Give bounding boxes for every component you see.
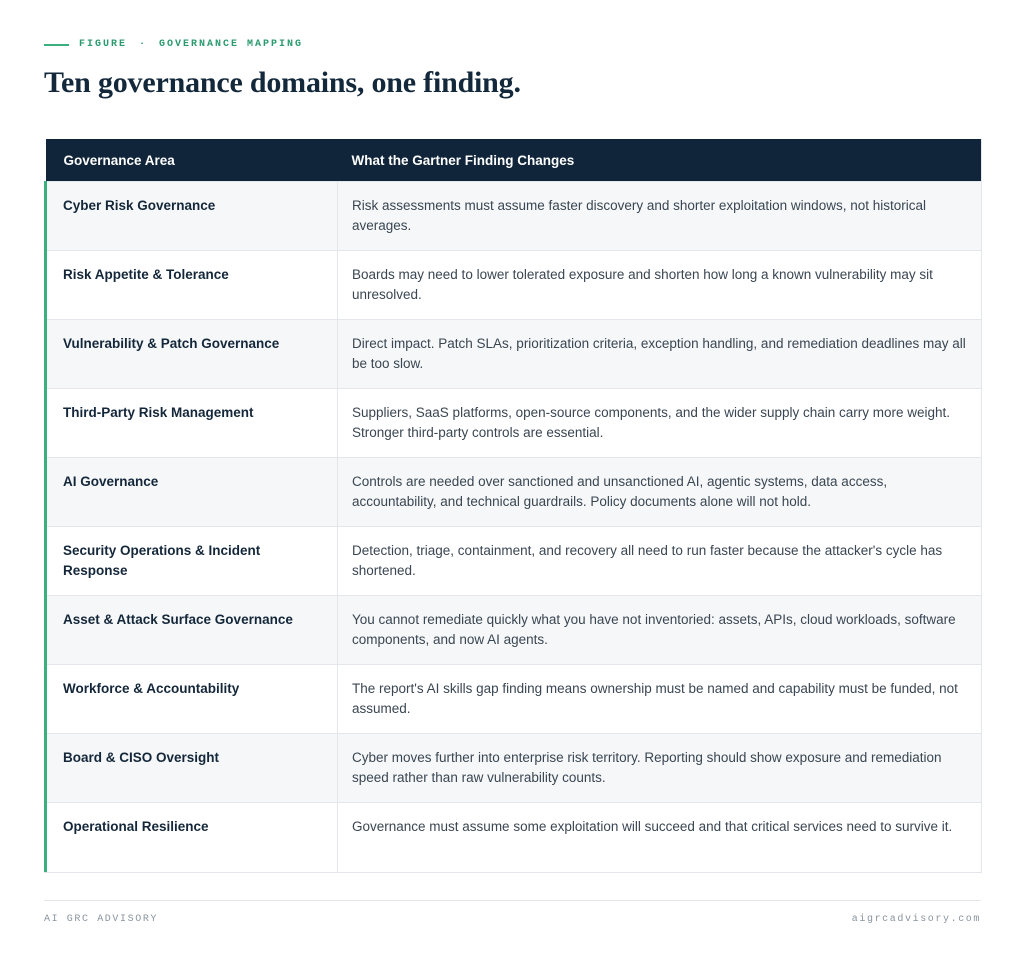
footer-website: aigrcadvisory.com xyxy=(851,914,981,925)
eyebrow-rule xyxy=(44,44,69,46)
eyebrow-topic: GOVERNANCE MAPPING xyxy=(159,39,304,50)
governance-area-cell: Asset & Attack Surface Governance xyxy=(46,596,338,665)
table-row xyxy=(46,803,982,872)
finding-change-cell: The report's AI skills gap finding means ownership must be named and capability must be funded, not assumed. xyxy=(338,665,982,734)
finding-change-cell: Controls are needed over sanctioned and unsanctioned AI, agentic systems, data access, accountability, and technical guardrails. Policy documents alone will not hold. xyxy=(338,458,982,527)
finding-change-cell: Suppliers, SaaS platforms, open-source components, and the wider supply chain carry more weight. Stronger third-party controls are essential. xyxy=(338,389,982,458)
governance-area-cell: Workforce & Accountability xyxy=(46,665,338,734)
governance-area-cell: Risk Appetite & Tolerance xyxy=(46,251,338,320)
table-row xyxy=(46,458,982,527)
table-header-row xyxy=(46,139,982,182)
governance-area-cell: Board & CISO Oversight xyxy=(46,734,338,803)
finding-change-cell: Direct impact. Patch SLAs, prioritization criteria, exception handling, and remediation deadlines may all be too slow. xyxy=(338,320,982,389)
table-row xyxy=(46,320,982,389)
governance-area-cell: Cyber Risk Governance xyxy=(46,182,338,251)
finding-change-cell: You cannot remediate quickly what you have not inventoried: assets, APIs, cloud workloads, software components, and now AI agents. xyxy=(338,596,982,665)
table-row xyxy=(46,389,982,458)
finding-change-cell: Boards may need to lower tolerated exposure and shorten how long a known vulnerability may sit unresolved. xyxy=(338,251,982,320)
governance-area-cell: Operational Resilience xyxy=(46,803,338,872)
header-governance-area: Governance Area xyxy=(63,152,175,168)
finding-change-cell: Cyber moves further into enterprise risk territory. Reporting should show exposure and remediation speed rather than raw vulnerability counts. xyxy=(338,734,982,803)
table-row xyxy=(46,734,982,803)
page-title: Ten governance domains, one finding. xyxy=(44,66,521,99)
finding-change-cell: Risk assessments must assume faster discovery and shorter exploitation windows, not historical averages. xyxy=(338,182,982,251)
table-row xyxy=(46,596,982,665)
governance-area-cell: AI Governance xyxy=(46,458,338,527)
finding-change-cell: Governance must assume some exploitation will succeed and that critical services need to survive it. xyxy=(338,803,982,872)
governance-table xyxy=(44,139,982,873)
eyebrow-separator: · xyxy=(139,39,148,50)
footer-brand: AI GRC ADVISORY xyxy=(44,914,159,925)
governance-area-cell: Third-Party Risk Management xyxy=(46,389,338,458)
header-finding-changes: What the Gartner Finding Changes xyxy=(351,152,575,168)
figure-eyebrow xyxy=(44,39,303,50)
finding-change-cell: Detection, triage, containment, and recovery all need to run faster because the attacker's cycle has shortened. xyxy=(338,527,982,596)
table-row xyxy=(46,182,982,251)
eyebrow-label: FIGURE xyxy=(79,39,128,50)
table-row xyxy=(46,251,982,320)
table-row xyxy=(46,527,982,596)
footer-divider xyxy=(44,900,981,901)
governance-area-cell: Vulnerability & Patch Governance xyxy=(46,320,338,389)
governance-area-cell: Security Operations & Incident Response xyxy=(46,527,338,596)
table-row xyxy=(46,665,982,734)
